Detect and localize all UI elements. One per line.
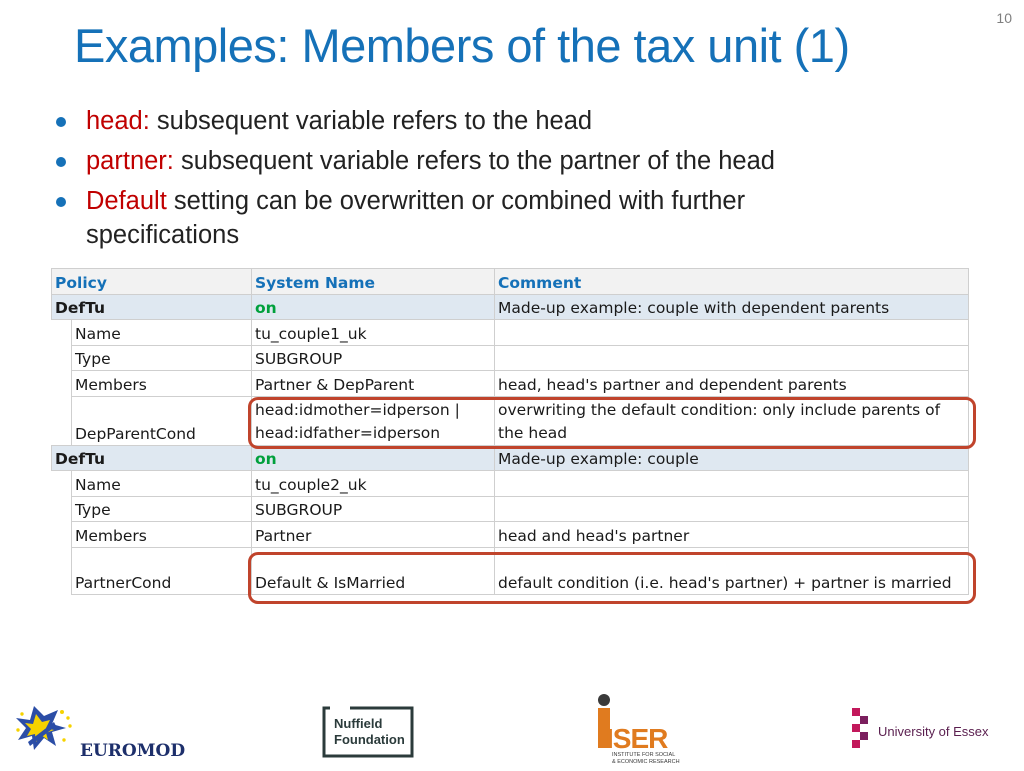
indent-cell xyxy=(52,320,72,346)
param-name: Members xyxy=(72,371,252,397)
euromod-logo xyxy=(14,700,186,762)
indent-cell xyxy=(52,371,72,397)
euromod-wordmark: EUROMOD xyxy=(80,741,186,761)
param-comment-line: the head xyxy=(498,423,568,442)
euromod-emblem-icon xyxy=(14,700,186,762)
slide-title: Examples: Members of the tax unit (1) xyxy=(74,19,850,72)
param-value[interactable]: tu_couple1_uk xyxy=(252,320,495,346)
iser-logo xyxy=(592,690,678,766)
iser-emblem-icon xyxy=(592,690,678,766)
param-comment: default condition (i.e. head's partner) + partner is married xyxy=(495,547,969,594)
nuffield-frame-icon xyxy=(322,704,414,760)
indent-cell xyxy=(52,547,72,594)
bullet-item xyxy=(52,104,932,138)
nuffield-line2: Foundation xyxy=(334,732,405,747)
param-name: Members xyxy=(72,522,252,548)
param-comment xyxy=(495,471,969,497)
param-name: Name xyxy=(72,471,252,497)
param-value[interactable]: Default & IsMarried xyxy=(252,547,495,594)
footer-logos xyxy=(0,690,1024,768)
param-comment-line: overwriting the default condition: only include parents of xyxy=(498,400,941,419)
iser-subtitle-2: & ECONOMIC RESEARCH xyxy=(612,759,680,765)
bullet-keyword: partner: xyxy=(86,147,174,175)
param-value-line: head:idmother=idperson | xyxy=(255,400,460,419)
param-comment xyxy=(495,396,969,445)
bullet-dot xyxy=(56,157,66,167)
table-row[interactable] xyxy=(52,522,969,548)
bullet-item xyxy=(52,184,932,252)
bullet-continuation: specifications xyxy=(86,221,240,249)
indent-cell xyxy=(52,345,72,371)
nuffield-logo xyxy=(322,704,414,760)
bullet-list xyxy=(52,104,932,258)
function-name: DefTu xyxy=(52,445,252,471)
nuffield-line1: Nuffield xyxy=(334,716,383,731)
bullet-text: subsequent variable refers to the head xyxy=(149,107,593,135)
bullet-dot xyxy=(56,197,66,207)
indent-cell xyxy=(52,471,72,497)
param-value[interactable]: tu_couple2_uk xyxy=(252,471,495,497)
function-row[interactable] xyxy=(52,445,969,471)
essex-logo xyxy=(850,706,1000,754)
bullet-text: setting can be overwritten or combined with further xyxy=(166,187,746,215)
param-name: Type xyxy=(72,345,252,371)
param-name: Name xyxy=(72,320,252,346)
param-name: DepParentCond xyxy=(72,396,252,445)
param-name: PartnerCond xyxy=(72,547,252,594)
header-system-name: System Name xyxy=(252,269,495,295)
essex-wordmark: University of Essex xyxy=(878,724,989,739)
slide-number: 10 xyxy=(996,10,1012,26)
param-value[interactable]: Partner & DepParent xyxy=(252,371,495,397)
param-value[interactable] xyxy=(252,396,495,445)
bullet-dot xyxy=(56,117,66,127)
bullet-keyword: Default xyxy=(86,187,167,215)
parameter-table xyxy=(51,268,969,595)
iser-subtitle-1: INSTITUTE FOR SOCIAL xyxy=(612,752,676,758)
table-row[interactable] xyxy=(52,371,969,397)
param-comment: head, head's partner and dependent parents xyxy=(495,371,969,397)
iser-wordmark: ISER xyxy=(606,723,668,754)
bullet-item xyxy=(52,144,932,178)
table-row[interactable] xyxy=(52,547,969,594)
param-value[interactable]: SUBGROUP xyxy=(252,345,495,371)
param-comment xyxy=(495,496,969,522)
table-row[interactable] xyxy=(52,396,969,445)
function-row[interactable] xyxy=(52,294,969,320)
function-comment: Made-up example: couple xyxy=(495,445,969,471)
table-row[interactable] xyxy=(52,496,969,522)
indent-cell xyxy=(52,522,72,548)
param-comment xyxy=(495,345,969,371)
param-value-line: head:idfather=idperson xyxy=(255,423,441,442)
indent-cell xyxy=(52,396,72,445)
function-comment: Made-up example: couple with dependent parents xyxy=(495,294,969,320)
table-row[interactable] xyxy=(52,345,969,371)
function-switch[interactable]: on xyxy=(252,445,495,471)
bullet-keyword: head: xyxy=(86,107,150,135)
param-comment: head and head's partner xyxy=(495,522,969,548)
param-comment xyxy=(495,320,969,346)
header-comment: Comment xyxy=(495,269,969,295)
table-header-row xyxy=(52,269,969,295)
table-row[interactable] xyxy=(52,320,969,346)
bullet-text: subsequent variable refers to the partner of the head xyxy=(173,147,775,175)
indent-cell xyxy=(52,496,72,522)
param-value[interactable]: Partner xyxy=(252,522,495,548)
param-name: Type xyxy=(72,496,252,522)
function-name: DefTu xyxy=(52,294,252,320)
header-policy: Policy xyxy=(52,269,252,295)
essex-emblem-icon xyxy=(850,706,1000,754)
param-value[interactable]: SUBGROUP xyxy=(252,496,495,522)
function-switch[interactable]: on xyxy=(252,294,495,320)
table-row[interactable] xyxy=(52,471,969,497)
